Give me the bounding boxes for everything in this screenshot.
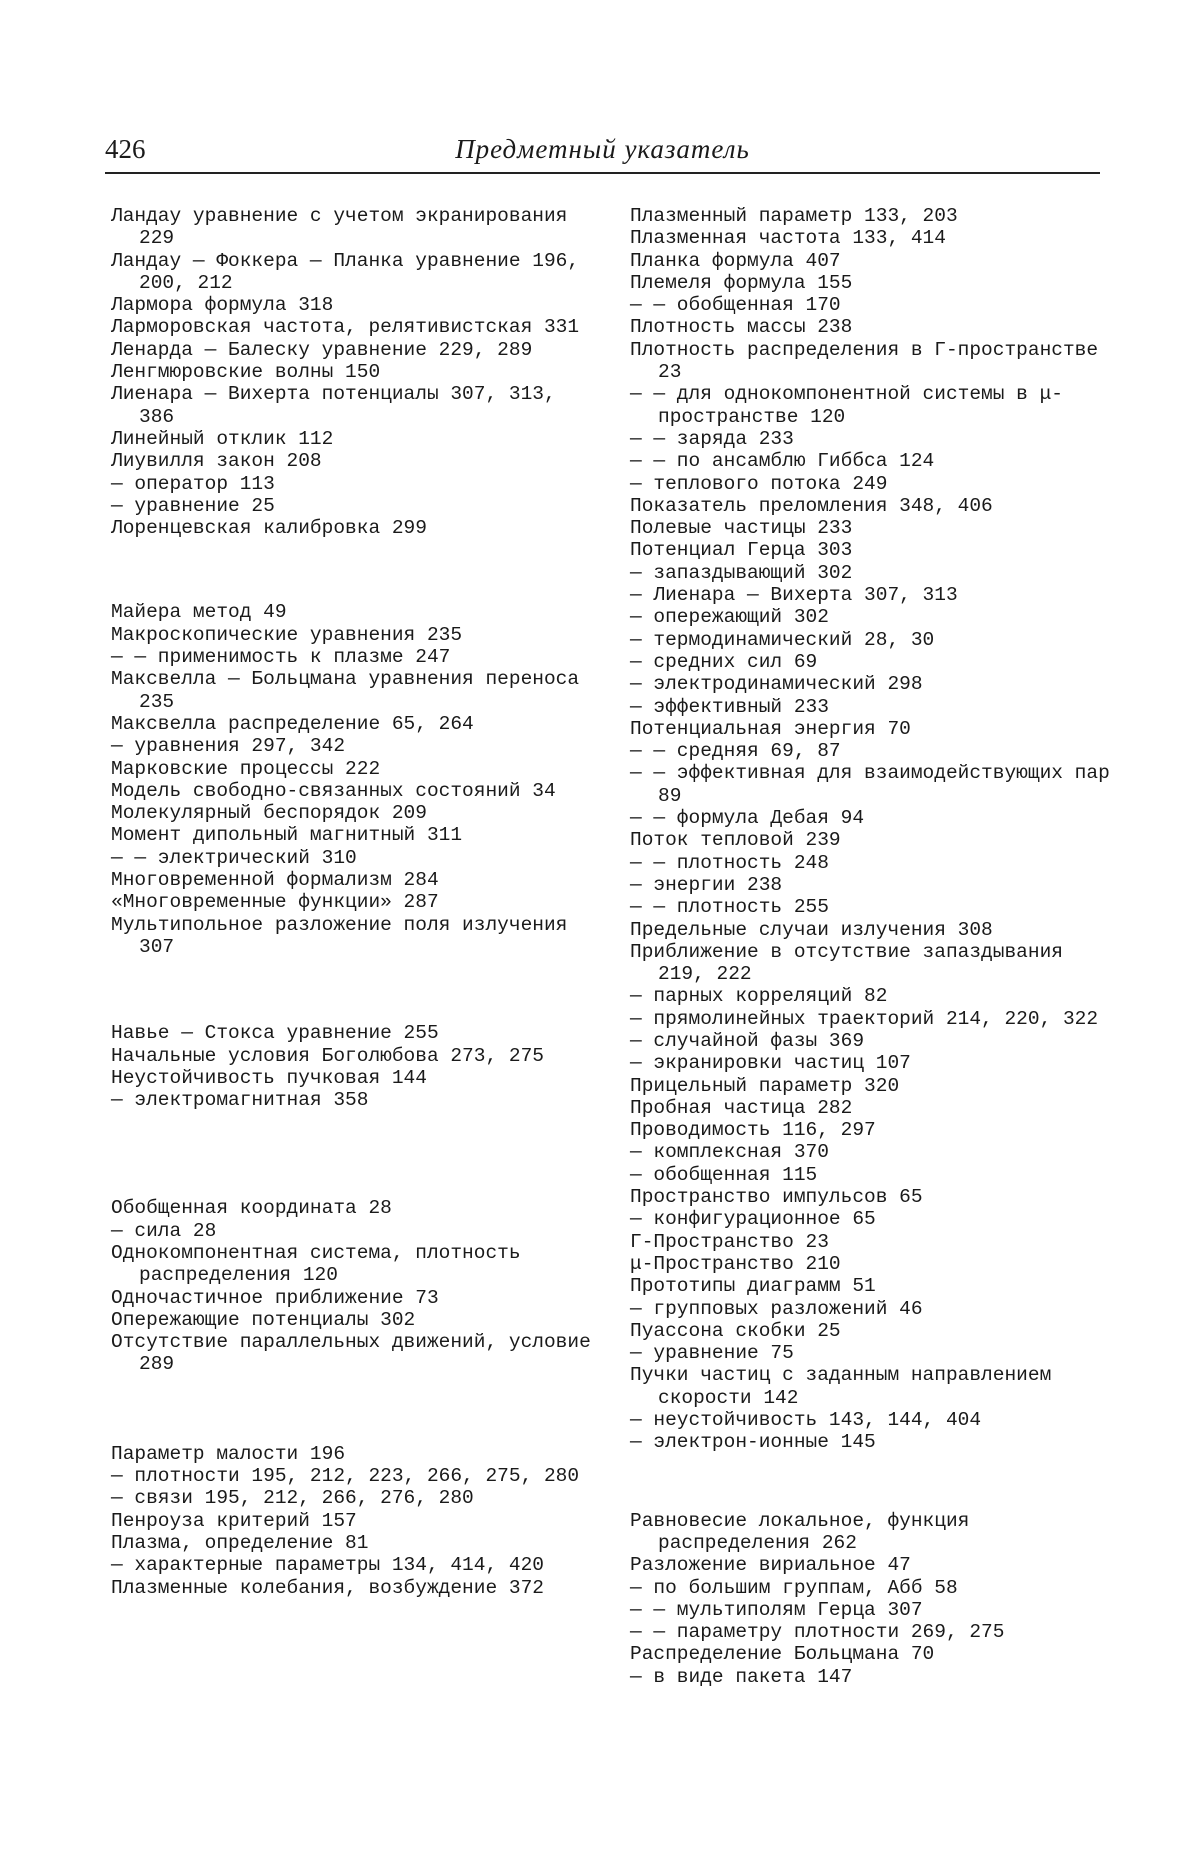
index-entry: — уравнение 25: [111, 494, 275, 517]
index-entry: Линейный отклик 112: [111, 427, 334, 450]
index-entry: Марковские процессы 222: [111, 757, 381, 780]
index-letter-group: [111, 1022, 591, 1111]
index-entry: — термодинамический 28, 30: [630, 628, 935, 651]
index-entry: Макроскопические уравнения 235: [111, 623, 463, 646]
index-entry: Плотность распределения в Г-пространстве 23: [630, 338, 1099, 384]
index-entry: Пространство импульсов 65: [630, 1186, 923, 1209]
index-entry: — характерные параметры 134, 414, 420: [111, 1554, 544, 1577]
index-entry: — — обобщенная 170: [630, 294, 841, 317]
index-entry: — эффективный 233: [630, 695, 829, 718]
index-entry: — опережающий 302: [630, 606, 829, 629]
index-entry: — — эффективная для взаимодействующих пар 89: [630, 762, 1110, 807]
index-letter-group: [111, 205, 591, 539]
index-entry: — средних сил 69: [630, 650, 818, 673]
index-entry: Параметр малости 196: [111, 1442, 346, 1465]
index-entry: Показатель преломления 348, 406: [630, 494, 993, 517]
index-entry: — электрон-ионные 145: [630, 1431, 876, 1454]
index-entry: — — плотность 255: [630, 896, 829, 919]
index-entry: — теплового потока 249: [630, 472, 888, 495]
index-entry: — плотности 195, 212, 223, 266, 275, 280: [111, 1465, 580, 1488]
index-entry: Плазма, определение 81: [111, 1531, 369, 1554]
index-letter-group: [111, 601, 591, 958]
index-entry: — — мультиполям Герца 307: [630, 1598, 923, 1621]
index-entry: Ленгмюровские волны 150: [111, 361, 381, 384]
index-entry: — энергии 238: [630, 873, 783, 896]
index-entry: Плотность массы 238: [630, 316, 853, 339]
index-entry: Пенроуза критерий 157: [111, 1509, 357, 1532]
index-entry: Ландау — Фоккера — Планка уравнение 196, 200, 212: [111, 249, 580, 294]
index-entry: — Лиенара — Вихерта 307, 313: [630, 584, 958, 607]
index-entry: Плазменные колебания, возбуждение 372: [111, 1576, 544, 1599]
index-letter-group: [111, 1197, 591, 1375]
index-entry: Лармoровская частота, релятивистская 331: [111, 316, 580, 339]
index-entry: Обобщенная координата 28: [111, 1197, 392, 1220]
index-entry: — в виде пакета 147: [630, 1665, 853, 1688]
index-entry: Лиенара — Вихерта потенциалы 307, 313, 386: [111, 383, 556, 428]
index-entry: — групповых разложений 46: [630, 1297, 923, 1320]
index-entry: — — по ансамблю Гиббса 124: [630, 450, 935, 473]
index-entry: Максвелла распределение 65, 264: [111, 712, 474, 735]
index-entry: — — средняя 69, 87: [630, 740, 841, 763]
index-entry: — обобщенная 115: [630, 1163, 818, 1186]
running-title: Предметный указатель: [455, 134, 750, 164]
index-entry: — — плотность 248: [630, 851, 829, 874]
index-entry: Разложение вириальное 47: [630, 1554, 911, 1577]
index-entry: Потенциальная энергия 70: [630, 717, 911, 740]
index-entry: — уравнения 297, 342: [111, 735, 346, 758]
index-entry: — комплексная 370: [630, 1141, 829, 1164]
index-entry: Начальные условия Боголюбова 273, 275: [111, 1044, 544, 1067]
index-entry: — — заряда 233: [630, 427, 794, 450]
index-entry: Максвелла — Больцмана уравнения переноса 235: [111, 668, 580, 713]
index-entry: Опережающие потенциалы 302: [111, 1308, 416, 1331]
index-entry: — электромагнитная 358: [111, 1089, 369, 1112]
index-entry: — связи 195, 212, 266, 276, 280: [111, 1487, 474, 1510]
index-entry: — — электрический 310: [111, 846, 357, 869]
index-entry: Лармора формула 318: [111, 294, 334, 317]
index-entry: Прицельный параметр 320: [630, 1074, 900, 1097]
index-entry: Потенциал Герца 303: [630, 539, 853, 562]
index-entry: — парных корреляций 82: [630, 985, 888, 1008]
index-entry: — по большим группам, Абб 58: [630, 1576, 958, 1599]
index-entry: — сила 28: [111, 1219, 217, 1242]
index-entry: μ-Пространство 210: [630, 1252, 841, 1275]
index-entry: Г-Пространство 23: [630, 1230, 829, 1253]
index-entry: Мультипольное разложение поля излучения 307: [111, 913, 568, 958]
index-letter-group: [630, 1510, 1110, 1688]
index-entry: — конфигурационное 65: [630, 1208, 876, 1231]
index-entry: Пуассона скобки 25: [630, 1319, 841, 1342]
index-entry: — — формула Дебая 94: [630, 807, 865, 830]
right-index-column: [630, 205, 1110, 1688]
index-entry: Пучки частиц с заданным направлением скорости 142: [630, 1364, 1052, 1409]
index-entry: Лиувилля закон 208: [111, 450, 322, 473]
index-entry: — оператор 113: [111, 472, 275, 495]
index-letter-group: [111, 1443, 591, 1599]
index-entry: Полевые частицы 233: [630, 517, 853, 540]
index-entry: Одночастичное приближение 73: [111, 1286, 439, 1309]
index-entry: — электродинамический 298: [630, 673, 923, 696]
page-header: [105, 128, 1100, 174]
index-entry: — уравнение 75: [630, 1342, 794, 1365]
index-letter-group: [630, 205, 1110, 1454]
index-entry: — запаздывающий 302: [630, 561, 853, 584]
index-entry: Планка формула 407: [630, 249, 841, 272]
index-entry: Приближение в отсутствие запаздывания 219, 222: [630, 940, 1063, 986]
index-entry: Отсутствие параллельных движений, условие 289: [111, 1331, 591, 1376]
index-entry: Однокомпонентная система, плотность распределения 120: [111, 1241, 521, 1287]
index-entry: Навье — Стокса уравнение 255: [111, 1022, 439, 1045]
index-entry: Поток тепловой 239: [630, 829, 841, 852]
index-entry: Ленарда — Балеску уравнение 229, 289: [111, 338, 533, 361]
index-entry: Предельные случаи излучения 308: [630, 918, 993, 941]
index-entry: Равновесие локальное, функция распределения 262: [630, 1509, 970, 1554]
index-entry: Неустойчивость пучковая 144: [111, 1066, 427, 1089]
index-entry: Момент дипольный магнитный 311: [111, 824, 463, 847]
index-entry: Ландау уравнение с учетом экранирования 229: [111, 205, 568, 250]
index-entry: — неустойчивость 143, 144, 404: [630, 1409, 982, 1432]
index-entry: Племеля формула 155: [630, 271, 853, 294]
index-entry: «Многовременные функции» 287: [111, 891, 439, 914]
index-entry: Молекулярный беспорядок 209: [111, 802, 427, 825]
index-entry: — прямолинейных траекторий 214, 220, 322: [630, 1007, 1099, 1030]
index-entry: Модель свободно-связанных состояний 34: [111, 779, 556, 802]
index-entry: Майера метод 49: [111, 601, 287, 624]
index-entry: — экранировки частиц 107: [630, 1052, 911, 1075]
index-entry: — — параметру плотности 269, 275: [630, 1621, 1005, 1644]
index-entry: — — для однокомпонентной системы в μ-пространстве 120: [630, 383, 1063, 428]
index-entry: Плазменная частота 133, 414: [630, 227, 946, 250]
left-index-column: [111, 205, 591, 1599]
index-entry: — случайной фазы 369: [630, 1029, 865, 1052]
index-entry: Плазменный параметр 133, 203: [630, 205, 958, 227]
index-entry: Лоренцевская калибровка 299: [111, 517, 427, 540]
page-number: 426: [105, 134, 146, 164]
index-entry: Многовременной формализм 284: [111, 869, 439, 892]
index-entry: Проводимость 116, 297: [630, 1119, 876, 1142]
index-entry: Пробная частица 282: [630, 1096, 853, 1119]
index-entry: — — применимость к плазме 247: [111, 646, 451, 669]
index-entry: Распределение Больцмана 70: [630, 1643, 935, 1666]
index-entry: Прототипы диаграмм 51: [630, 1275, 876, 1298]
